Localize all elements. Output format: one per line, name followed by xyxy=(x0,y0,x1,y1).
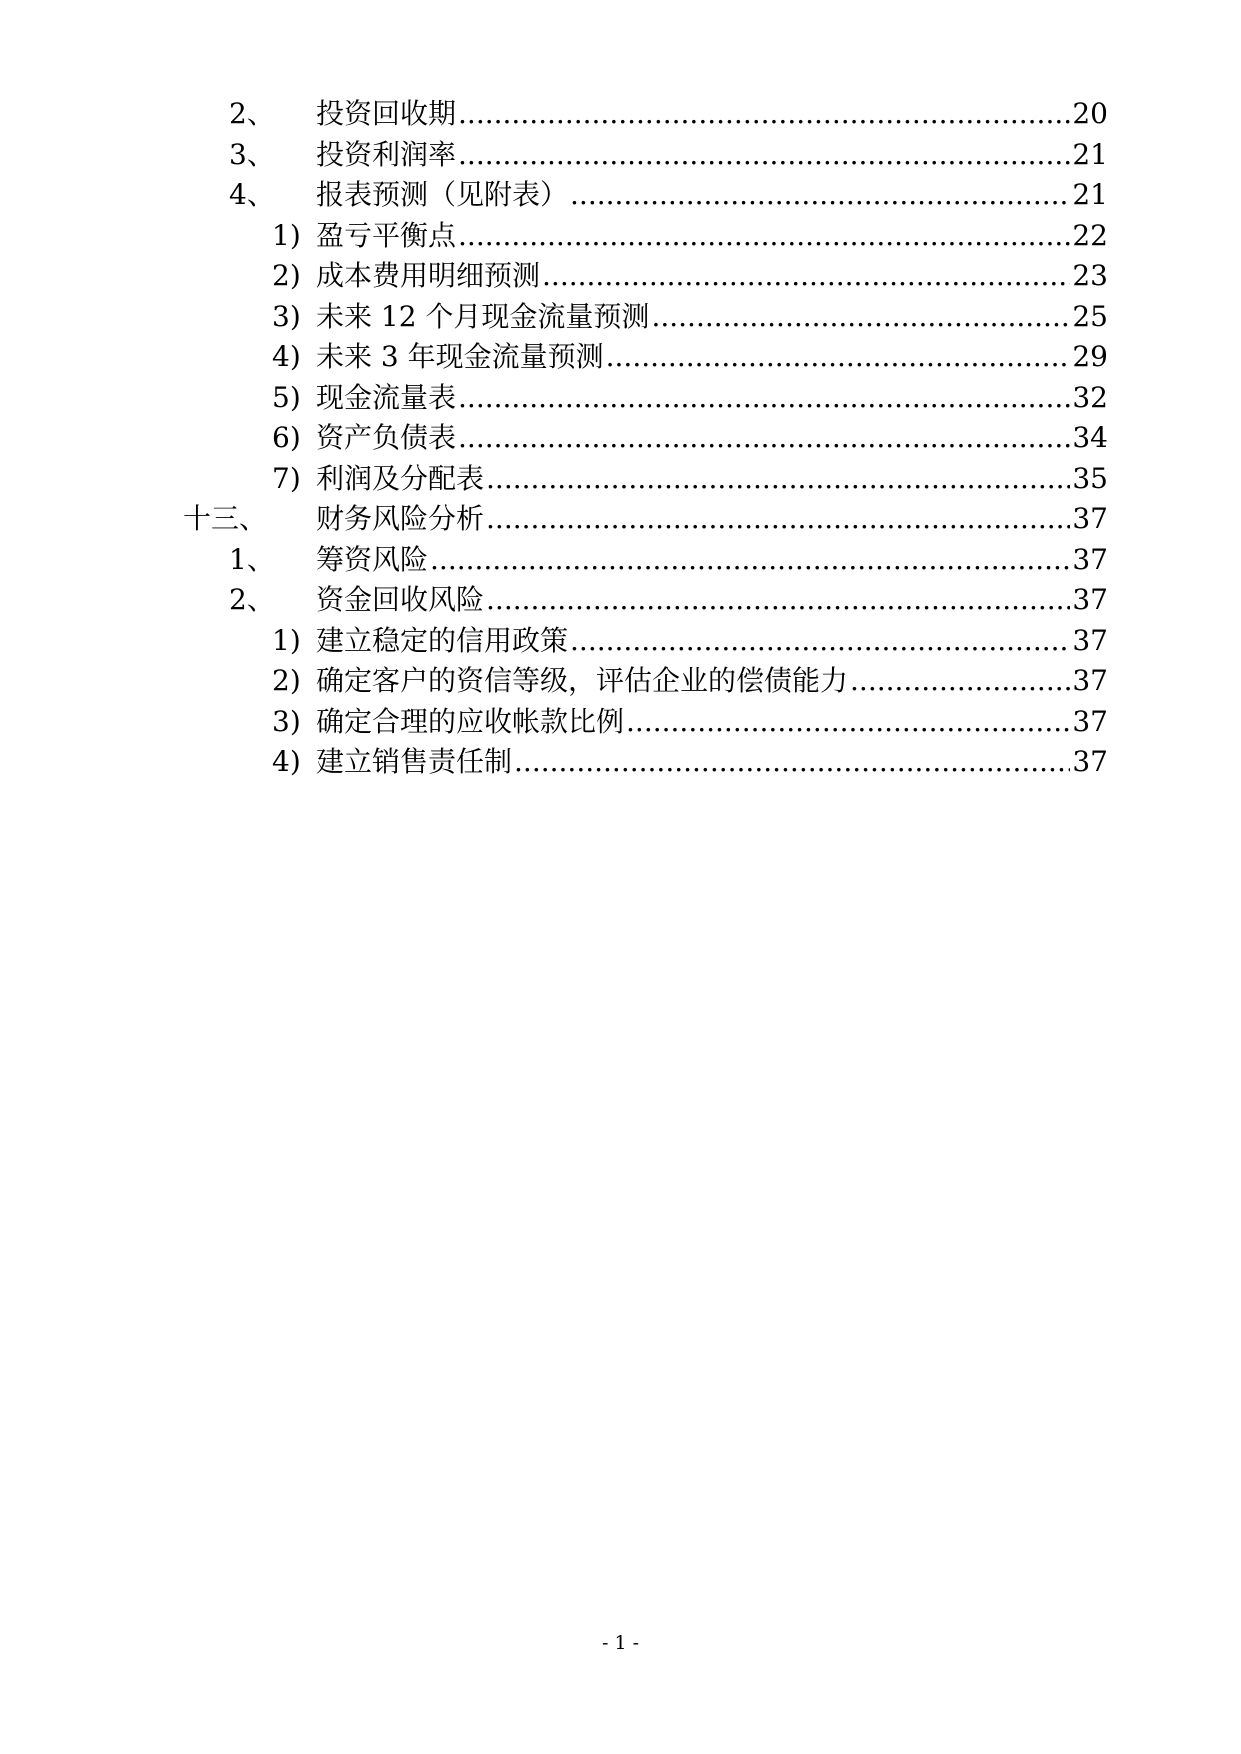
toc-entry-line xyxy=(316,540,1108,580)
toc-entry-number: 4) xyxy=(272,340,301,373)
toc-entry-title: 投资利润率 xyxy=(316,137,457,171)
toc-entry-title: 建立稳定的信用政策 xyxy=(316,623,569,657)
toc-entry-number: 1) xyxy=(272,623,301,657)
page-number-footer: - 1 - xyxy=(601,1632,639,1654)
toc-dot-leader xyxy=(570,621,1070,661)
toc-entry-number: 1、 xyxy=(229,542,275,576)
toc-entry[interactable] xyxy=(0,175,1241,216)
toc-entry[interactable] xyxy=(0,580,1241,621)
toc-entry[interactable] xyxy=(0,337,1241,378)
toc-dot-leader xyxy=(651,297,1070,337)
toc-entry[interactable] xyxy=(0,742,1241,783)
toc-entry[interactable] xyxy=(0,540,1241,581)
toc-entry-line xyxy=(316,378,1108,418)
toc-entry-number: 3) xyxy=(272,704,301,738)
toc-entry-title: 报表预测（见附表） xyxy=(316,178,569,211)
toc-dot-leader xyxy=(458,94,1070,134)
toc-entry-title: 财务风险分析 xyxy=(316,502,485,535)
toc-entry-title: 未来 12 个月现金流量预测 xyxy=(316,299,650,333)
toc-dot-leader xyxy=(458,418,1070,458)
toc-dot-leader xyxy=(570,175,1070,215)
toc-entry-line xyxy=(316,418,1108,458)
toc-entry[interactable] xyxy=(0,418,1241,459)
toc-entry-number: 2) xyxy=(272,664,301,697)
toc-entry-title: 确定合理的应收帐款比例 xyxy=(316,704,625,738)
toc-entry-title: 筹资风险 xyxy=(316,542,429,576)
toc-entry-page-number: 29 xyxy=(1072,340,1108,373)
toc-entry-line xyxy=(316,661,1108,701)
toc-entry-title: 利润及分配表 xyxy=(316,461,485,495)
toc-entry-title: 确定客户的资信等级，评估企业的偿债能力 xyxy=(316,664,849,697)
toc-entry-title: 资产负债表 xyxy=(316,421,457,454)
toc-dot-leader xyxy=(486,459,1070,499)
toc-entry-number: 2、 xyxy=(229,583,275,616)
toc-entry-page-number: 37 xyxy=(1072,502,1108,535)
toc-entry[interactable] xyxy=(0,499,1241,540)
toc-entry[interactable] xyxy=(0,378,1241,419)
toc-entry-line xyxy=(316,216,1108,256)
toc-entry-page-number: 37 xyxy=(1072,704,1108,738)
toc-dot-leader xyxy=(850,661,1070,701)
toc-entry-number: 4) xyxy=(272,745,301,778)
toc-entry-title: 成本费用明细预测 xyxy=(316,259,541,292)
toc-entry[interactable] xyxy=(0,661,1241,702)
toc-dot-leader xyxy=(626,702,1070,742)
toc-dot-leader xyxy=(458,216,1070,256)
table-of-contents xyxy=(0,94,1241,783)
toc-entry-title: 盈亏平衡点 xyxy=(316,218,457,252)
toc-entry-number: 6) xyxy=(272,421,301,454)
toc-entry-line xyxy=(316,337,1108,377)
toc-entry-page-number: 37 xyxy=(1072,623,1108,657)
toc-entry-number: 3) xyxy=(272,299,301,333)
toc-entry[interactable] xyxy=(0,216,1241,257)
toc-entry-line xyxy=(316,459,1108,499)
toc-entry-title: 未来 3 年现金流量预测 xyxy=(316,340,604,373)
toc-entry-number: 2、 xyxy=(229,97,275,130)
toc-entry-title: 资金回收风险 xyxy=(316,583,485,616)
toc-entry-number: 7) xyxy=(272,461,301,495)
toc-entry-number: 1) xyxy=(272,218,301,252)
toc-entry[interactable] xyxy=(0,459,1241,500)
toc-entry-title: 建立销售责任制 xyxy=(316,745,513,778)
toc-entry-line xyxy=(316,135,1108,175)
toc-entry[interactable] xyxy=(0,135,1241,176)
toc-entry-page-number: 37 xyxy=(1072,583,1108,616)
toc-entry-number: 十三、 xyxy=(183,502,268,535)
toc-entry-page-number: 21 xyxy=(1072,178,1108,211)
toc-entry-page-number: 37 xyxy=(1072,542,1108,576)
toc-dot-leader xyxy=(430,540,1070,580)
toc-entry[interactable] xyxy=(0,297,1241,338)
toc-entry-page-number: 37 xyxy=(1072,745,1108,778)
toc-entry-title: 现金流量表 xyxy=(316,380,457,414)
toc-entry-line xyxy=(316,175,1108,215)
toc-entry-page-number: 37 xyxy=(1072,664,1108,697)
toc-dot-leader xyxy=(542,256,1070,296)
toc-entry-line xyxy=(316,702,1108,742)
toc-entry-page-number: 35 xyxy=(1072,461,1108,495)
toc-entry-page-number: 25 xyxy=(1072,299,1108,333)
toc-entry[interactable] xyxy=(0,702,1241,743)
toc-entry-page-number: 34 xyxy=(1072,421,1108,454)
toc-entry-line xyxy=(316,621,1108,661)
toc-entry-line xyxy=(316,256,1108,296)
toc-entry-number: 2) xyxy=(272,259,301,292)
toc-entry-title: 投资回收期 xyxy=(316,97,457,130)
toc-dot-leader xyxy=(458,135,1070,175)
toc-dot-leader xyxy=(514,742,1070,782)
toc-entry[interactable] xyxy=(0,94,1241,135)
toc-entry[interactable] xyxy=(0,256,1241,297)
toc-entry-page-number: 20 xyxy=(1072,97,1108,130)
toc-entry-number: 5) xyxy=(272,380,301,414)
toc-entry-line xyxy=(316,297,1108,337)
toc-entry-number: 3、 xyxy=(229,137,275,171)
toc-entry-page-number: 23 xyxy=(1072,259,1108,292)
toc-entry-line xyxy=(316,94,1108,134)
toc-dot-leader xyxy=(486,580,1070,620)
toc-entry-page-number: 21 xyxy=(1072,137,1108,171)
toc-entry-page-number: 22 xyxy=(1072,218,1108,252)
toc-entry[interactable] xyxy=(0,621,1241,662)
toc-entry-line xyxy=(316,499,1108,539)
toc-dot-leader xyxy=(606,337,1071,377)
toc-entry-page-number: 32 xyxy=(1072,380,1108,414)
toc-dot-leader xyxy=(458,378,1070,418)
toc-entry-line xyxy=(316,742,1108,782)
toc-entry-number: 4、 xyxy=(229,178,275,211)
toc-entry-line xyxy=(316,580,1108,620)
toc-dot-leader xyxy=(486,499,1070,539)
